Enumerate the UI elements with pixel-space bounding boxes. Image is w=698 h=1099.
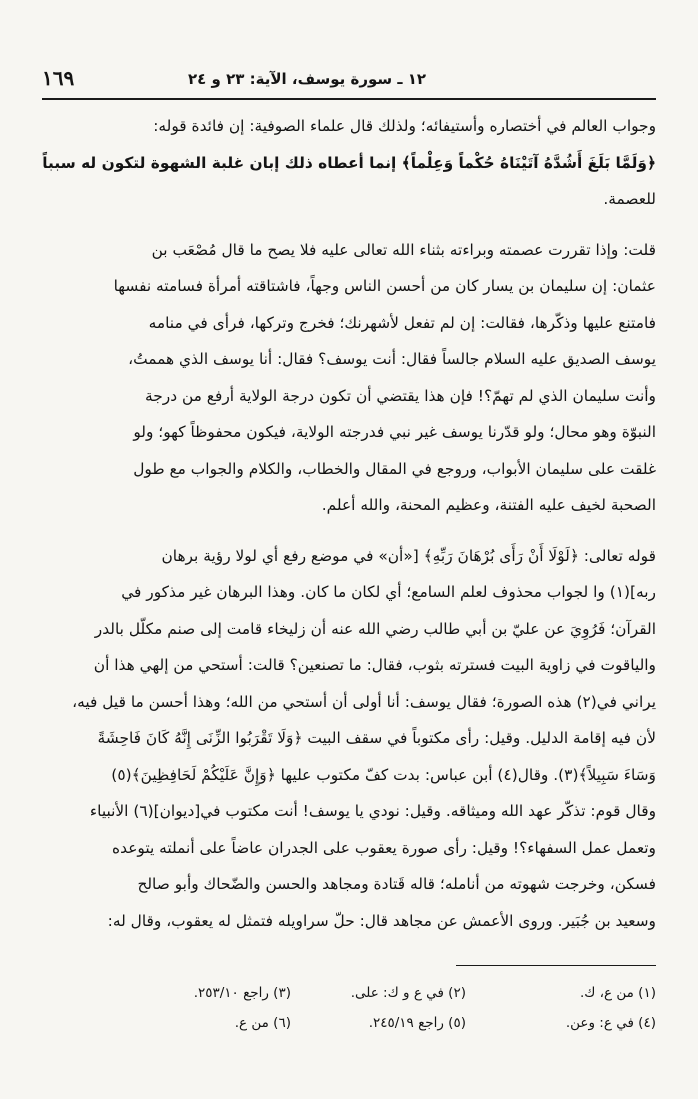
footnote-2: (٢) في ع و ك: على.: [350, 985, 466, 1001]
text-line: لأن فيه إقامة الدليل. وقيل: رأى مكتوباً في سقف البيت ﴿وَلَا تَقْرَبُوا الزِّنَى إِنَّهُ كَانَ فَاحِشَةً: [97, 729, 656, 747]
text-line: وسعيد بن جُبَير. وروى الأعمش عن مجاهد قال: حلّ سراويله فتمثل له يعقوب، وقال له:: [107, 911, 656, 930]
text-line: قوله تعالى: ﴿لَوْلَا أَنْ رَأَى بُرْهَانَ رَبِّهِ﴾ [«أن» في موضع رفع أي لولا رؤية برهان: [161, 546, 656, 565]
footnote-1: (١) من ع، ك.: [579, 985, 656, 1001]
text-line: فامتنع عليها وذكّرها، فقالت: إن لم تفعل لأشهرنك؛ فخرج وتركها، فرأى في منامه: [148, 313, 656, 332]
text-line: للعصمة.: [603, 190, 656, 208]
paragraph-1: [42, 108, 656, 218]
text-line: والياقوت في زاوية البيت فسترته بثوب، فقال: ما تصنعين؟ قالت: أستحي من إلهي هذا أن: [93, 656, 656, 674]
text-line: وتعمل عمل السفهاء؟! وقيل: رأى صورة يعقوب على الجدران عاضاً على أنملته يتوعده: [112, 838, 656, 857]
running-title: ١٢ ـ سورة يوسف، الآية: ٢٣ و ٢٤: [188, 70, 426, 88]
text-line: وقال قوم: تذكّر عهد الله وميثاقه. وقيل: نودي يا يوسف! أنت مكتوب في[ديوان](٦) الأنبياء: [89, 802, 656, 820]
text-line: النبوّة وهو محال؛ ولو قدّرنا يوسف غير نبي فدرجته الولاية، فيكون محفوظاً كهو؛ ولو: [133, 423, 656, 441]
text-line: القرآن؛ فَرُوِيَ عن عليّ بن أبي طالب رضي الله عنه أن زليخاء قامت إلى صنم مكلّل بالدر: [94, 619, 656, 638]
paragraph-2: [42, 232, 656, 524]
footnote-rule: [456, 965, 656, 966]
text-line: غلقت على سليمان الأبواب، وروجع في المقال والخطاب، والكلام والجواب مع طول: [133, 459, 656, 478]
text-line: ربه](١) وا لجواب محذوف لعلم السامع؛ أي لكان ما كان. وهذا البرهان غير مذكور في: [121, 583, 656, 601]
text-line: فسكن، وخرجت شهوته من أنامله؛ قاله قَتادة ومجاهد والحسن والضّحاك وأبو صالح: [137, 875, 656, 893]
footnote-3: (٣) راجع ٢٥٣/١٠.: [193, 985, 291, 1001]
header-rule: [42, 98, 656, 100]
text-line: قلت: وإذا تقررت عصمته وبراءته بثناء الله تعالى عليه فلا يصح ما قال مُصْعَب بن: [151, 240, 656, 259]
text-line: ﴿وَلَمَّا بَلَغَ أَشُدَّهُ آتَيْنَاهُ حُكْماً وَعِلْماً﴾ إنما أعطاه ذلك إبان غلبة الشهوة لتكون له سبباً: [42, 153, 656, 172]
footnote-5: (٥) راجع ٢٤٥/١٩.: [368, 1015, 466, 1031]
text-line: عثمان: إن سليمان بن يسار كان من أحسن الناس وجهاً، فاشتاقته أمرأة فسامته نفسها: [113, 277, 656, 295]
main-text: [42, 108, 656, 939]
footnote-6: (٦) من ع.: [234, 1015, 291, 1031]
page-header: [42, 66, 656, 96]
text-line: يراني في(٢) هذه الصورة؛ فقال يوسف: أنا أولى أن أستحي من الله؛ وهذا أحسن ما قيل فيه،: [72, 692, 656, 711]
text-line: الصحبة لخيف عليه الفتنة، وعظيم المحنة، والله أعلم.: [321, 496, 656, 514]
text-line: وجواب العالم في أختصاره وأستيفائه؛ ولذلك قال علماء الصوفية: إن فائدة قوله:: [153, 117, 656, 135]
text-line: وَسَاءَ سَبِيلاً﴾(٣). وقال(٤) أبن عباس: بدت كفّ مكتوب عليها ﴿وَإِنَّ عَلَيْكُمْ لَحَافِظِينَ﴾(٥): [111, 765, 656, 784]
paragraph-3: [42, 538, 656, 940]
footnote-4: (٤) في ع: وعن.: [565, 1015, 656, 1031]
page-number: ١٦٩: [42, 66, 75, 90]
text-line: وأنت سليمان الذي لم تهمّ؟! فإن هذا يقتضي أن تكون درجة الولاية أرفع من درجة: [145, 386, 656, 405]
text-line: يوسف الصديق عليه السلام جالساً فقال: أنت يوسف؟ فقال: أنا يوسف الذي هممتُ،: [128, 350, 656, 368]
